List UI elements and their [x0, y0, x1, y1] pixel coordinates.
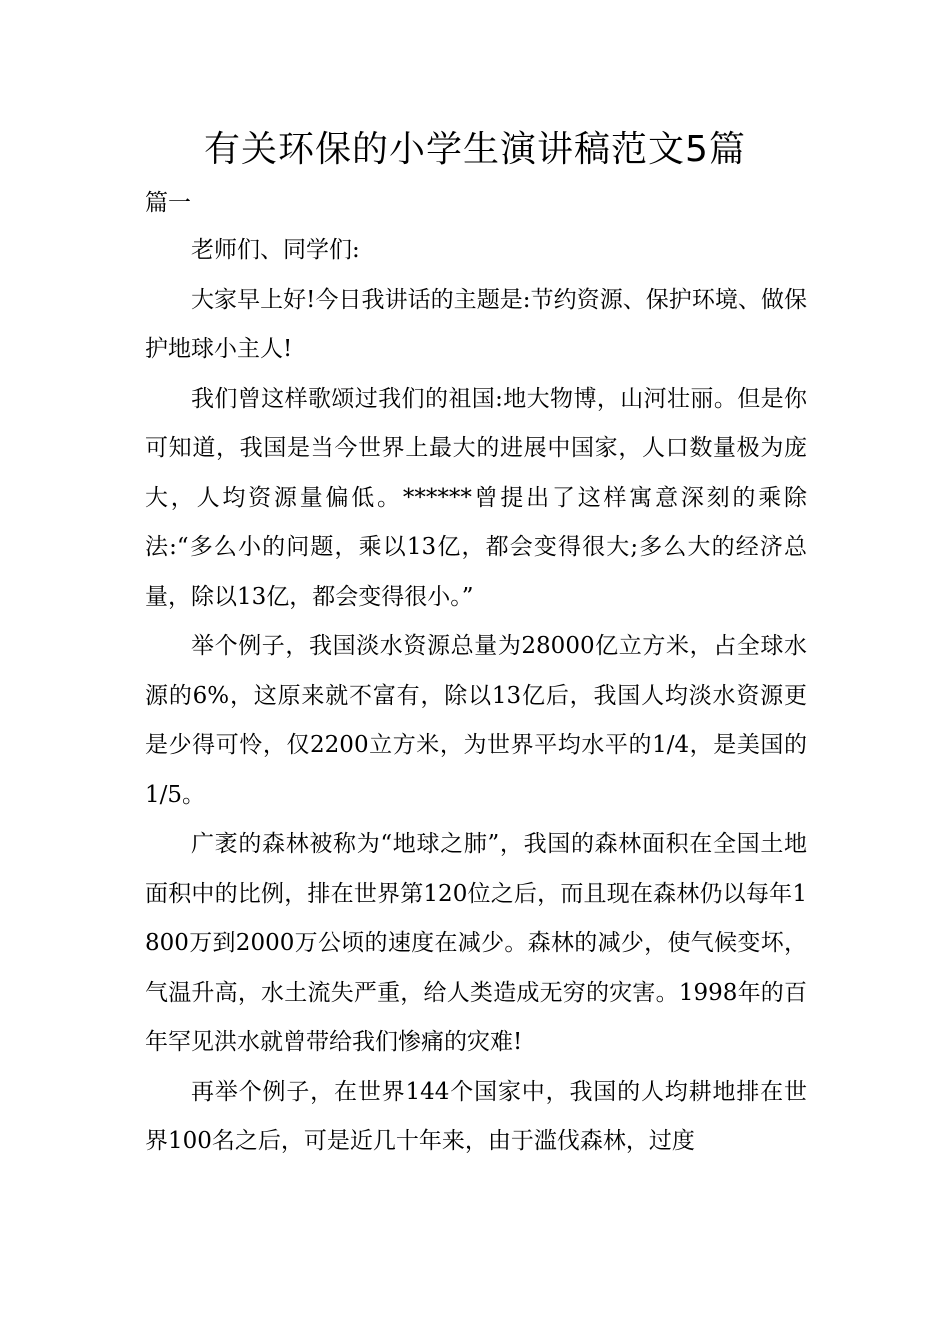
- paragraph-resources: 我们曾这样歌颂过我们的祖国:地大物博，山河壮丽。但是你可知道，我国是当今世界上最大的进展中国家，人口数量极为庞大，人均资源量偏低。******曾提出了这样寓意深刻的乘除法:“多么小的问题，乘以13亿，都会变得很大;多么大的经济总量，除以13亿，都会变得很小。”: [145, 385, 807, 610]
- paragraph-water: 举个例子，我国淡水资源总量为28000亿立方米，占全球水源的6%，这原来就不富有，除以13亿后，我国人均淡水资源更是少得可怜，仅2200立方米，为世界平均水平的1/4，是美国的1/5。: [145, 633, 807, 808]
- paragraph-farmland: 再举个例子，在世界144个国家中，我国的人均耕地排在世界100名之后，可是近几十年来，由于滥伐森林，过度: [145, 1078, 807, 1154]
- paragraph-greeting: 老师们、同学们:: [191, 237, 360, 263]
- document-body: [145, 226, 807, 1167]
- paragraph-forest: 广袤的森林被称为“地球之肺”，我国的森林面积在全国土地面积中的比例，排在世界第120位之后，而且现在森林仍以每年1800万到2000万公顷的速度在减少。森林的减少，使气候变坏，气温升高，水土流失严重，给人类造成无穷的灾害。1998年的百年罕见洪水就曾带给我们惨痛的灾难!: [145, 831, 807, 1055]
- section-label: 篇一: [145, 190, 191, 216]
- document-title: 有关环保的小学生演讲稿范文5篇: [204, 129, 746, 170]
- paragraph-topic: 大家早上好!今日我讲话的主题是:节约资源、保护环境、做保护地球小主人!: [145, 286, 807, 362]
